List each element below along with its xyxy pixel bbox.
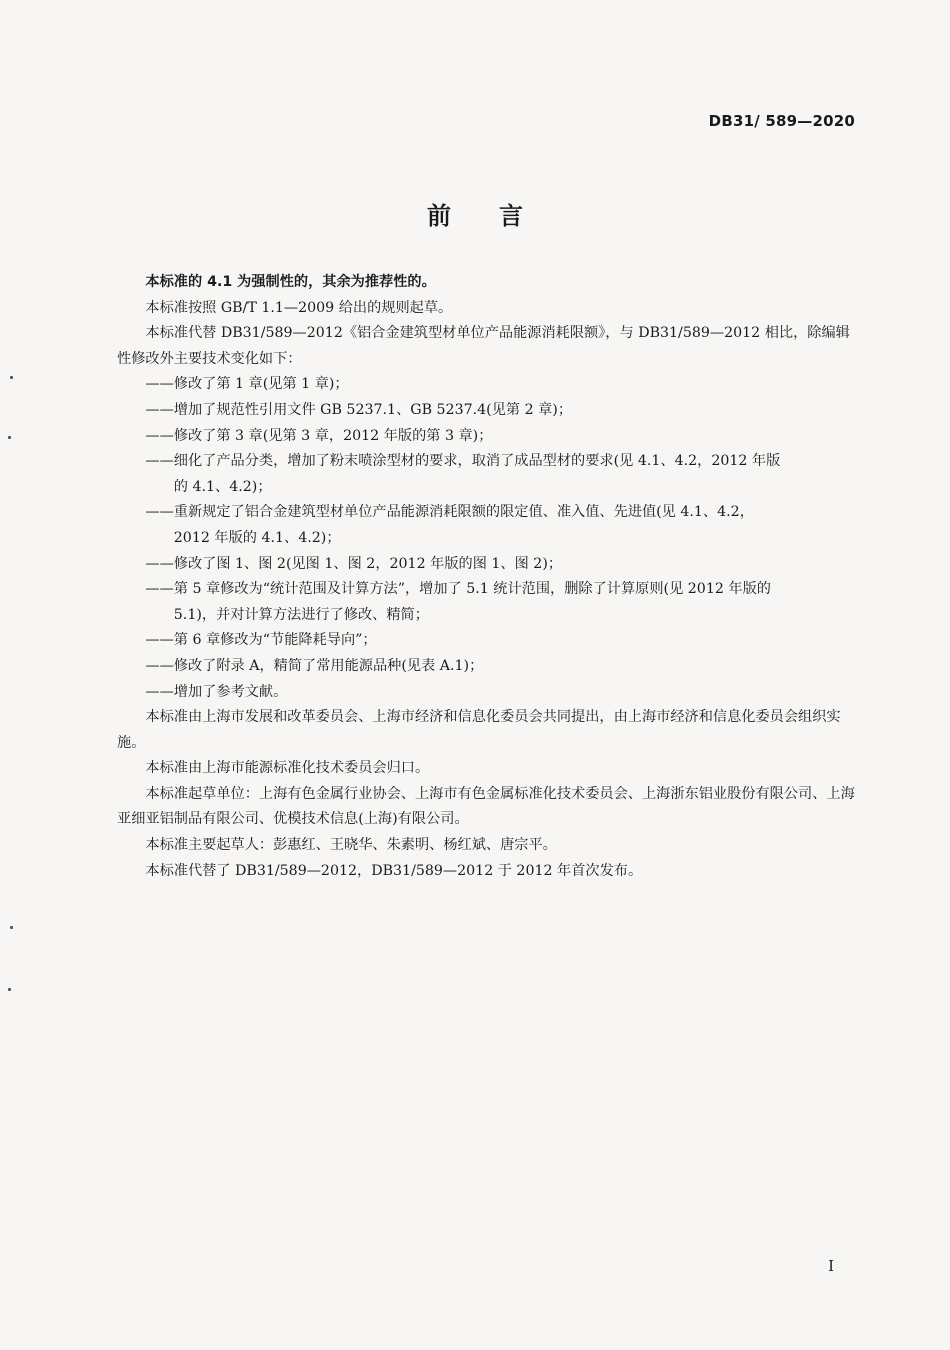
paragraph-drafting-units: 本标准起草单位：上海有色金属行业协会、上海市有色金属标准化技术委员会、上海浙东铝业股份有限公司、上海亚细亚铝制品有限公司、优模技术信息(上海)有限公司。 xyxy=(117,785,855,828)
paragraph-history: 本标准代替了 DB31/589—2012，DB31/589—2012 于 2012 年首次发布。 xyxy=(145,862,643,879)
scan-speck xyxy=(8,436,11,439)
change-item: ——第 5 章修改为“统计范围及计算方法”，增加了 5.1 统计范围，删除了计算原则(见 2012 年版的 5.1)，并对计算方法进行了修改、精简； xyxy=(145,581,771,623)
paragraph-committee: 本标准由上海市能源标准化技术委员会归口。 xyxy=(145,760,430,777)
scan-speck xyxy=(8,988,11,991)
document-code: DB31/ 589—2020 xyxy=(708,112,855,130)
scan-speck xyxy=(10,376,13,379)
change-item: ——增加了参考文献。 xyxy=(145,683,288,700)
change-item: ——修改了第 1 章(见第 1 章)； xyxy=(145,376,349,393)
page-title: 前言 xyxy=(427,202,571,230)
change-item: ——修改了图 1、图 2(见图 1、图 2，2012 年版的图 1、图 2)； xyxy=(145,555,563,572)
paragraph-replacement: 本标准代替 DB31/589—2012《铝合金建筑型材单位产品能源消耗限额》，与 DB31/589—2012 相比，除编辑性修改外主要技术变化如下： xyxy=(117,325,850,367)
paragraph-drafters: 本标准主要起草人：彭惠红、王晓华、朱素明、杨红斌、唐宗平。 xyxy=(145,837,557,854)
change-item: ——重新规定了铝合金建筑型材单位产品能源消耗限额的限定值、准入值、先进值(见 4.1、4.2， 2012 年版的 4.1、4.2)； xyxy=(145,504,754,546)
scan-speck xyxy=(10,926,13,929)
page-number: I xyxy=(828,1257,834,1275)
paragraph-drafting-rules: 本标准按照 GB/T 1.1—2009 给出的规则起草。 xyxy=(145,299,453,316)
change-item: ——修改了第 3 章(见第 3 章，2012 年版的第 3 章)； xyxy=(145,427,493,444)
change-item: ——修改了附录 A，精简了常用能源品种(见表 A.1)； xyxy=(145,657,484,674)
foreword-body xyxy=(117,270,857,884)
paragraph-proposer: 本标准由上海市发展和改革委员会、上海市经济和信息化委员会共同提出，由上海市经济和信息化委员会组织实施。 xyxy=(117,709,841,751)
paragraph-mandatory-clause: 本标准的 4.1 为强制性的，其余为推荐性的。 xyxy=(145,274,436,290)
change-item: ——第 6 章修改为“节能降耗导向”； xyxy=(145,632,377,649)
change-item: ——增加了规范性引用文件 GB 5237.1、GB 5237.4(见第 2 章)； xyxy=(145,401,573,418)
change-item: ——细化了产品分类，增加了粉末喷涂型材的要求，取消了成品型材的要求(见 4.1、4.2，2012 年版 的 4.1、4.2)； xyxy=(145,453,781,495)
